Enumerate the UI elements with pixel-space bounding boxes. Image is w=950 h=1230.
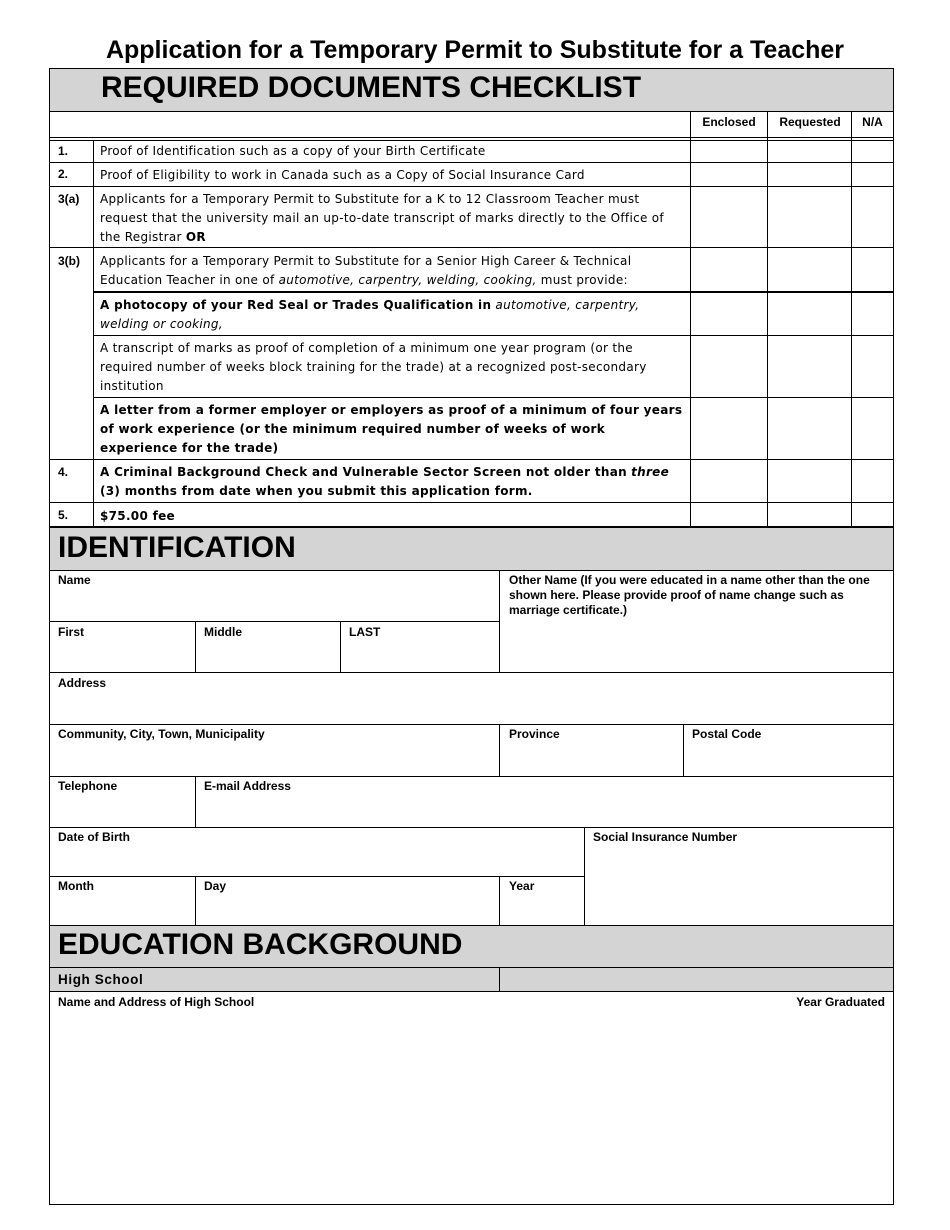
province-field[interactable] — [500, 744, 683, 775]
item-3b-2-enclosed-cell[interactable] — [691, 336, 767, 397]
col-enclosed-header: Enclosed — [702, 115, 756, 129]
item-3b-2-text: A transcript of marks as proof of completion of a minimum one year program (or the required number of weeks block training for the trade) at a recognized post-secondary institution — [100, 341, 647, 393]
item-3b-1-text — [100, 296, 685, 334]
item-3b-requested-cell[interactable] — [768, 248, 851, 291]
first-name-label: First — [58, 625, 85, 639]
item-3a-main: Applicants for a Temporary Permit to Substitute for a K to 12 Classroom Teacher must request that the university mail an up-to-date transcript of marks directly to the Office of the Registrar — [100, 192, 664, 244]
year-label: Year — [509, 879, 535, 893]
first-name-field[interactable] — [50, 640, 195, 672]
item-3b-enclosed-cell[interactable] — [691, 248, 767, 291]
item-3b-3-enclosed-cell[interactable] — [691, 398, 767, 459]
other-name-field[interactable] — [500, 620, 893, 672]
education-heading: EDUCATION BACKGROUND — [58, 928, 463, 961]
item-3b-3-requested-cell[interactable] — [768, 398, 851, 459]
item-3a-number: 3(a) — [58, 192, 80, 206]
item-3b-1-bold: A photocopy of your Red Seal or Trades Qualification in — [100, 298, 492, 312]
high-school-subheader-bar — [50, 968, 894, 991]
email-label: E-mail Address — [204, 779, 291, 793]
col-na-header: N/A — [862, 115, 883, 129]
item-4-text — [100, 463, 685, 501]
col-requested-header: Requested — [779, 115, 841, 129]
item-2-requested-cell[interactable] — [768, 163, 851, 186]
other-name-label: Other Name (If you were educated in a name other than the one shown here. Please provide proof of name change such as marriage certificate.) — [509, 573, 870, 617]
day-label: Day — [204, 879, 227, 893]
item-4-number: 4. — [58, 465, 69, 479]
dob-label: Date of Birth — [58, 830, 130, 844]
item-5-enclosed-cell[interactable] — [691, 503, 767, 526]
item-3b-tail: must provide: — [536, 273, 628, 287]
item-3a-enclosed-cell[interactable] — [691, 187, 767, 247]
item-3b-1-requested-cell[interactable] — [768, 293, 851, 335]
high-school-label: High School — [58, 972, 144, 987]
item-1-enclosed-cell[interactable] — [691, 141, 767, 162]
item-4-na-cell[interactable] — [852, 460, 893, 502]
item-3b-number: 3(b) — [58, 254, 80, 268]
item-3b-trades: automotive, carpentry, welding, cooking, — [278, 273, 537, 287]
item-3b-2-na-cell[interactable] — [852, 336, 893, 397]
item-4-three: three — [631, 465, 670, 479]
telephone-field[interactable] — [50, 795, 195, 826]
identification-heading: IDENTIFICATION — [58, 531, 296, 564]
hs-name-field[interactable] — [50, 1012, 893, 1203]
item-3b-2-requested-cell[interactable] — [768, 336, 851, 397]
checklist-heading: REQUIRED DOCUMENTS CHECKLIST — [101, 71, 642, 104]
sin-field[interactable] — [585, 846, 893, 924]
item-3b-na-cell[interactable] — [852, 248, 893, 291]
item-1-number: 1. — [58, 144, 69, 158]
item-5-requested-cell[interactable] — [768, 503, 851, 526]
item-2-number: 2. — [58, 167, 69, 181]
last-name-label: LAST — [349, 625, 381, 639]
community-field[interactable] — [50, 744, 499, 775]
item-3b-1-trades: automotive, carpentry, welding or cooking, — [100, 298, 640, 331]
item-5-na-cell[interactable] — [852, 503, 893, 526]
item-3a-na-cell[interactable] — [852, 187, 893, 247]
item-3b-text — [100, 252, 685, 290]
last-name-field[interactable] — [341, 640, 499, 672]
item-3b-3-text: A letter from a former employer or employers as proof of a minimum of four years of work experience (or the minimum required number of weeks of work experience for the trade) — [100, 403, 683, 455]
middle-name-field[interactable] — [196, 640, 340, 672]
telephone-label: Telephone — [58, 779, 118, 793]
postal-code-field[interactable] — [684, 744, 893, 775]
month-label: Month — [58, 879, 94, 893]
item-4-requested-cell[interactable] — [768, 460, 851, 502]
item-3a-requested-cell[interactable] — [768, 187, 851, 247]
item-3a-text — [100, 190, 685, 247]
address-field[interactable] — [50, 692, 893, 723]
year-graduated-label: Year Graduated — [796, 995, 885, 1009]
middle-name-label: Middle — [204, 625, 242, 639]
page-title: Application for a Temporary Permit to Substitute for a Teacher — [105, 36, 845, 64]
year-field[interactable] — [500, 894, 584, 924]
postal-code-label: Postal Code — [692, 727, 762, 741]
month-field[interactable] — [50, 894, 195, 924]
item-4-enclosed-cell[interactable] — [691, 460, 767, 502]
sin-label: Social Insurance Number — [593, 830, 738, 844]
item-5-number: 5. — [58, 508, 69, 522]
item-3b-1-enclosed-cell[interactable] — [691, 293, 767, 335]
address-label: Address — [58, 676, 107, 690]
community-label: Community, City, Town, Municipality — [58, 727, 265, 741]
province-label: Province — [509, 727, 560, 741]
item-1-text: Proof of Identification such as a copy of your Birth Certificate — [100, 144, 486, 158]
item-3b-3-na-cell[interactable] — [852, 398, 893, 459]
item-2-enclosed-cell[interactable] — [691, 163, 767, 186]
day-field[interactable] — [196, 894, 499, 924]
item-3a-or: OR — [185, 230, 206, 244]
item-2-text: Proof of Eligibility to work in Canada such as a Copy of Social Insurance Card — [100, 168, 585, 182]
item-5-text: $75.00 fee — [100, 509, 175, 523]
item-2-na-cell[interactable] — [852, 163, 893, 186]
item-4-tail: (3) months from date when you submit this application form. — [100, 484, 533, 498]
name-label: Name — [58, 573, 91, 587]
item-4-bold: A Criminal Background Check and Vulnerable Sector Screen not older than — [100, 465, 627, 479]
item-1-na-cell[interactable] — [852, 141, 893, 162]
email-field[interactable] — [196, 795, 893, 826]
item-3b-1-na-cell[interactable] — [852, 293, 893, 335]
hs-name-label: Name and Address of High School — [58, 995, 255, 1009]
item-3b-main: Applicants for a Temporary Permit to Substitute for a Senior High Career & Technical Education Teacher in one of — [100, 254, 632, 287]
item-1-requested-cell[interactable] — [768, 141, 851, 162]
